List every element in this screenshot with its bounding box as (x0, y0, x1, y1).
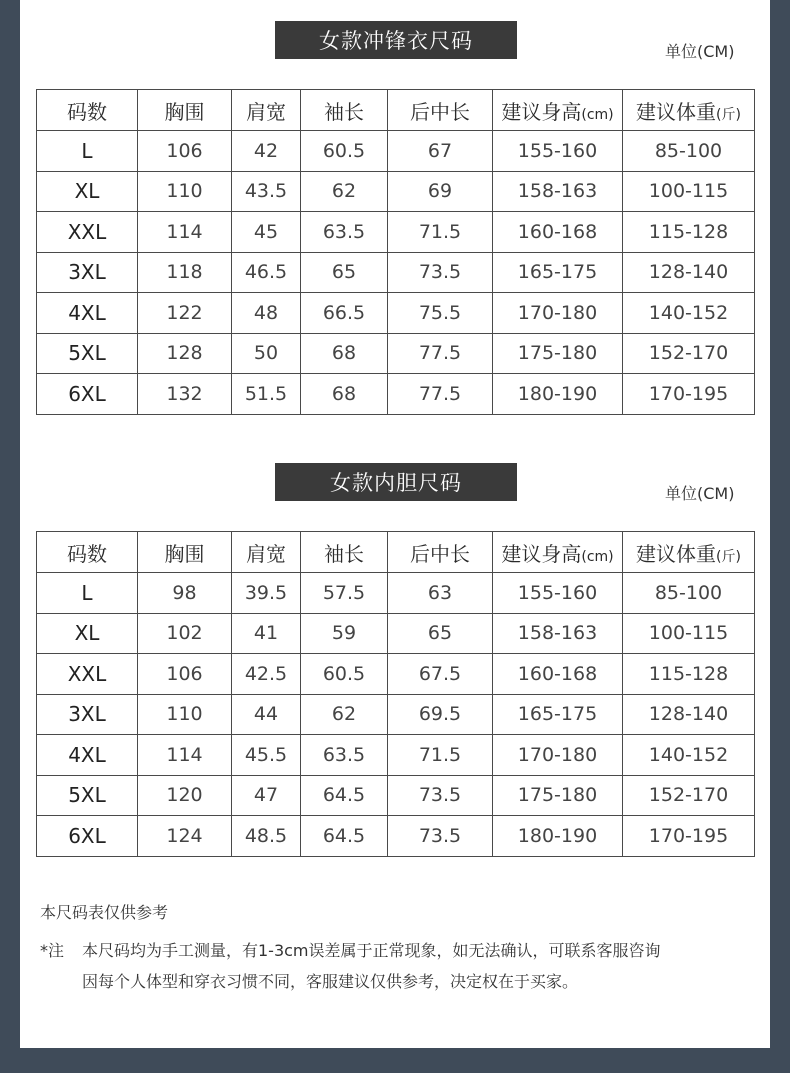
table-row (37, 775, 755, 816)
header-sleeve: 袖长 (301, 90, 388, 131)
shoulder-cell: 48.5 (232, 816, 301, 857)
chest-cell: 114 (138, 735, 232, 776)
back-length-cell: 63 (388, 573, 493, 614)
liner-size-title: 女款内胆尺码 (275, 463, 517, 501)
size-cell: 4XL (37, 293, 138, 334)
header-height (493, 532, 623, 573)
shoulder-cell: 42.5 (232, 654, 301, 695)
header-height-unit: (cm) (581, 548, 614, 565)
back-length-cell: 73.5 (388, 252, 493, 293)
weight-cell: 140-152 (623, 293, 755, 334)
height-cell: 160-168 (493, 212, 623, 253)
height-cell: 180-190 (493, 816, 623, 857)
weight-cell: 128-140 (623, 252, 755, 293)
header-chest: 胸围 (138, 90, 232, 131)
header-shoulder: 肩宽 (232, 532, 301, 573)
sleeve-cell: 65 (301, 252, 388, 293)
size-cell: 6XL (37, 816, 138, 857)
chest-cell: 102 (138, 613, 232, 654)
height-cell: 175-180 (493, 775, 623, 816)
height-cell: 175-180 (493, 333, 623, 374)
height-cell: 160-168 (493, 654, 623, 695)
shoulder-cell: 46.5 (232, 252, 301, 293)
back-length-cell: 77.5 (388, 333, 493, 374)
chest-cell: 110 (138, 171, 232, 212)
height-cell: 158-163 (493, 613, 623, 654)
weight-cell: 100-115 (623, 613, 755, 654)
height-cell: 158-163 (493, 171, 623, 212)
chest-cell: 106 (138, 131, 232, 172)
size-cell: XL (37, 613, 138, 654)
back-length-cell: 73.5 (388, 816, 493, 857)
table-row (37, 293, 755, 334)
back-length-cell: 75.5 (388, 293, 493, 334)
table-row (37, 131, 755, 172)
note-line-2: 因每个人体型和穿衣习惯不同，客服建议仅供参考，决定权在于买家。 (82, 972, 579, 991)
chest-cell: 118 (138, 252, 232, 293)
chest-cell: 106 (138, 654, 232, 695)
table-row (37, 171, 755, 212)
sleeve-cell: 57.5 (301, 573, 388, 614)
size-cell: L (37, 573, 138, 614)
shoulder-cell: 43.5 (232, 171, 301, 212)
header-weight-label: 建议体重 (636, 99, 717, 124)
height-cell: 170-180 (493, 735, 623, 776)
weight-cell: 85-100 (623, 573, 755, 614)
shoulder-cell: 50 (232, 333, 301, 374)
reference-note: 本尺码表仅供参考 (40, 903, 169, 922)
header-weight (623, 532, 755, 573)
size-cell: 3XL (37, 252, 138, 293)
table-row (37, 735, 755, 776)
liner-unit-label: 单位(CM) (665, 484, 735, 503)
header-height-unit: (cm) (581, 106, 614, 123)
sleeve-cell: 62 (301, 171, 388, 212)
height-cell: 155-160 (493, 131, 623, 172)
height-cell: 155-160 (493, 573, 623, 614)
note-line-1: 本尺码均为手工测量，有1-3cm误差属于正常现象，如无法确认，可联系客服咨询 (82, 941, 661, 960)
liner-size-table (36, 531, 755, 857)
weight-cell: 170-195 (623, 374, 755, 415)
sleeve-cell: 68 (301, 333, 388, 374)
sleeve-cell: 60.5 (301, 131, 388, 172)
weight-cell: 140-152 (623, 735, 755, 776)
shoulder-cell: 45 (232, 212, 301, 253)
chest-cell: 110 (138, 694, 232, 735)
size-cell: 5XL (37, 333, 138, 374)
back-length-cell: 71.5 (388, 735, 493, 776)
header-weight-unit: (斤) (716, 106, 741, 123)
header-weight-label: 建议体重 (636, 541, 717, 566)
size-cell: XXL (37, 212, 138, 253)
weight-cell: 115-128 (623, 654, 755, 695)
sleeve-cell: 63.5 (301, 212, 388, 253)
weight-cell: 170-195 (623, 816, 755, 857)
weight-cell: 115-128 (623, 212, 755, 253)
table-row (37, 694, 755, 735)
shoulder-cell: 42 (232, 131, 301, 172)
jacket-size-table (36, 89, 755, 415)
liner-table-body (37, 573, 755, 857)
chest-cell: 120 (138, 775, 232, 816)
chest-cell: 98 (138, 573, 232, 614)
sleeve-cell: 68 (301, 374, 388, 415)
weight-cell: 100-115 (623, 171, 755, 212)
header-back-length: 后中长 (388, 90, 493, 131)
back-length-cell: 69 (388, 171, 493, 212)
weight-cell: 85-100 (623, 131, 755, 172)
sleeve-cell: 64.5 (301, 775, 388, 816)
shoulder-cell: 45.5 (232, 735, 301, 776)
sleeve-cell: 62 (301, 694, 388, 735)
header-size: 码数 (37, 90, 138, 131)
header-size: 码数 (37, 532, 138, 573)
back-length-cell: 77.5 (388, 374, 493, 415)
header-height-label: 建议身高 (501, 99, 582, 124)
shoulder-cell: 47 (232, 775, 301, 816)
back-length-cell: 67.5 (388, 654, 493, 695)
table-header-row (37, 532, 755, 573)
sleeve-cell: 64.5 (301, 816, 388, 857)
sleeve-cell: 63.5 (301, 735, 388, 776)
shoulder-cell: 41 (232, 613, 301, 654)
table-row (37, 212, 755, 253)
size-cell: 5XL (37, 775, 138, 816)
header-sleeve: 袖长 (301, 532, 388, 573)
weight-cell: 152-170 (623, 775, 755, 816)
table-row (37, 252, 755, 293)
table-row (37, 333, 755, 374)
chest-cell: 124 (138, 816, 232, 857)
back-length-cell: 69.5 (388, 694, 493, 735)
shoulder-cell: 44 (232, 694, 301, 735)
chest-cell: 114 (138, 212, 232, 253)
table-row (37, 613, 755, 654)
header-shoulder: 肩宽 (232, 90, 301, 131)
header-weight (623, 90, 755, 131)
size-cell: 3XL (37, 694, 138, 735)
header-weight-unit: (斤) (716, 548, 741, 565)
table-row (37, 573, 755, 614)
header-height (493, 90, 623, 131)
jacket-table-body (37, 131, 755, 415)
size-cell: XXL (37, 654, 138, 695)
back-length-cell: 67 (388, 131, 493, 172)
height-cell: 170-180 (493, 293, 623, 334)
shoulder-cell: 48 (232, 293, 301, 334)
back-length-cell: 71.5 (388, 212, 493, 253)
back-length-cell: 65 (388, 613, 493, 654)
shoulder-cell: 39.5 (232, 573, 301, 614)
height-cell: 180-190 (493, 374, 623, 415)
table-row (37, 816, 755, 857)
header-chest: 胸围 (138, 532, 232, 573)
height-cell: 165-175 (493, 694, 623, 735)
back-length-cell: 73.5 (388, 775, 493, 816)
size-cell: 6XL (37, 374, 138, 415)
height-cell: 165-175 (493, 252, 623, 293)
chest-cell: 132 (138, 374, 232, 415)
size-cell: 4XL (37, 735, 138, 776)
table-row (37, 654, 755, 695)
header-back-length: 后中长 (388, 532, 493, 573)
table-row (37, 374, 755, 415)
sleeve-cell: 60.5 (301, 654, 388, 695)
chest-cell: 128 (138, 333, 232, 374)
weight-cell: 152-170 (623, 333, 755, 374)
sleeve-cell: 66.5 (301, 293, 388, 334)
table-header-row (37, 90, 755, 131)
size-cell: XL (37, 171, 138, 212)
size-chart-sheet (20, 0, 770, 1048)
sleeve-cell: 59 (301, 613, 388, 654)
size-cell: L (37, 131, 138, 172)
jacket-unit-label: 单位(CM) (665, 42, 735, 61)
shoulder-cell: 51.5 (232, 374, 301, 415)
note-marker: *注 (40, 941, 65, 960)
weight-cell: 128-140 (623, 694, 755, 735)
chest-cell: 122 (138, 293, 232, 334)
header-height-label: 建议身高 (501, 541, 582, 566)
jacket-size-title: 女款冲锋衣尺码 (275, 21, 517, 59)
